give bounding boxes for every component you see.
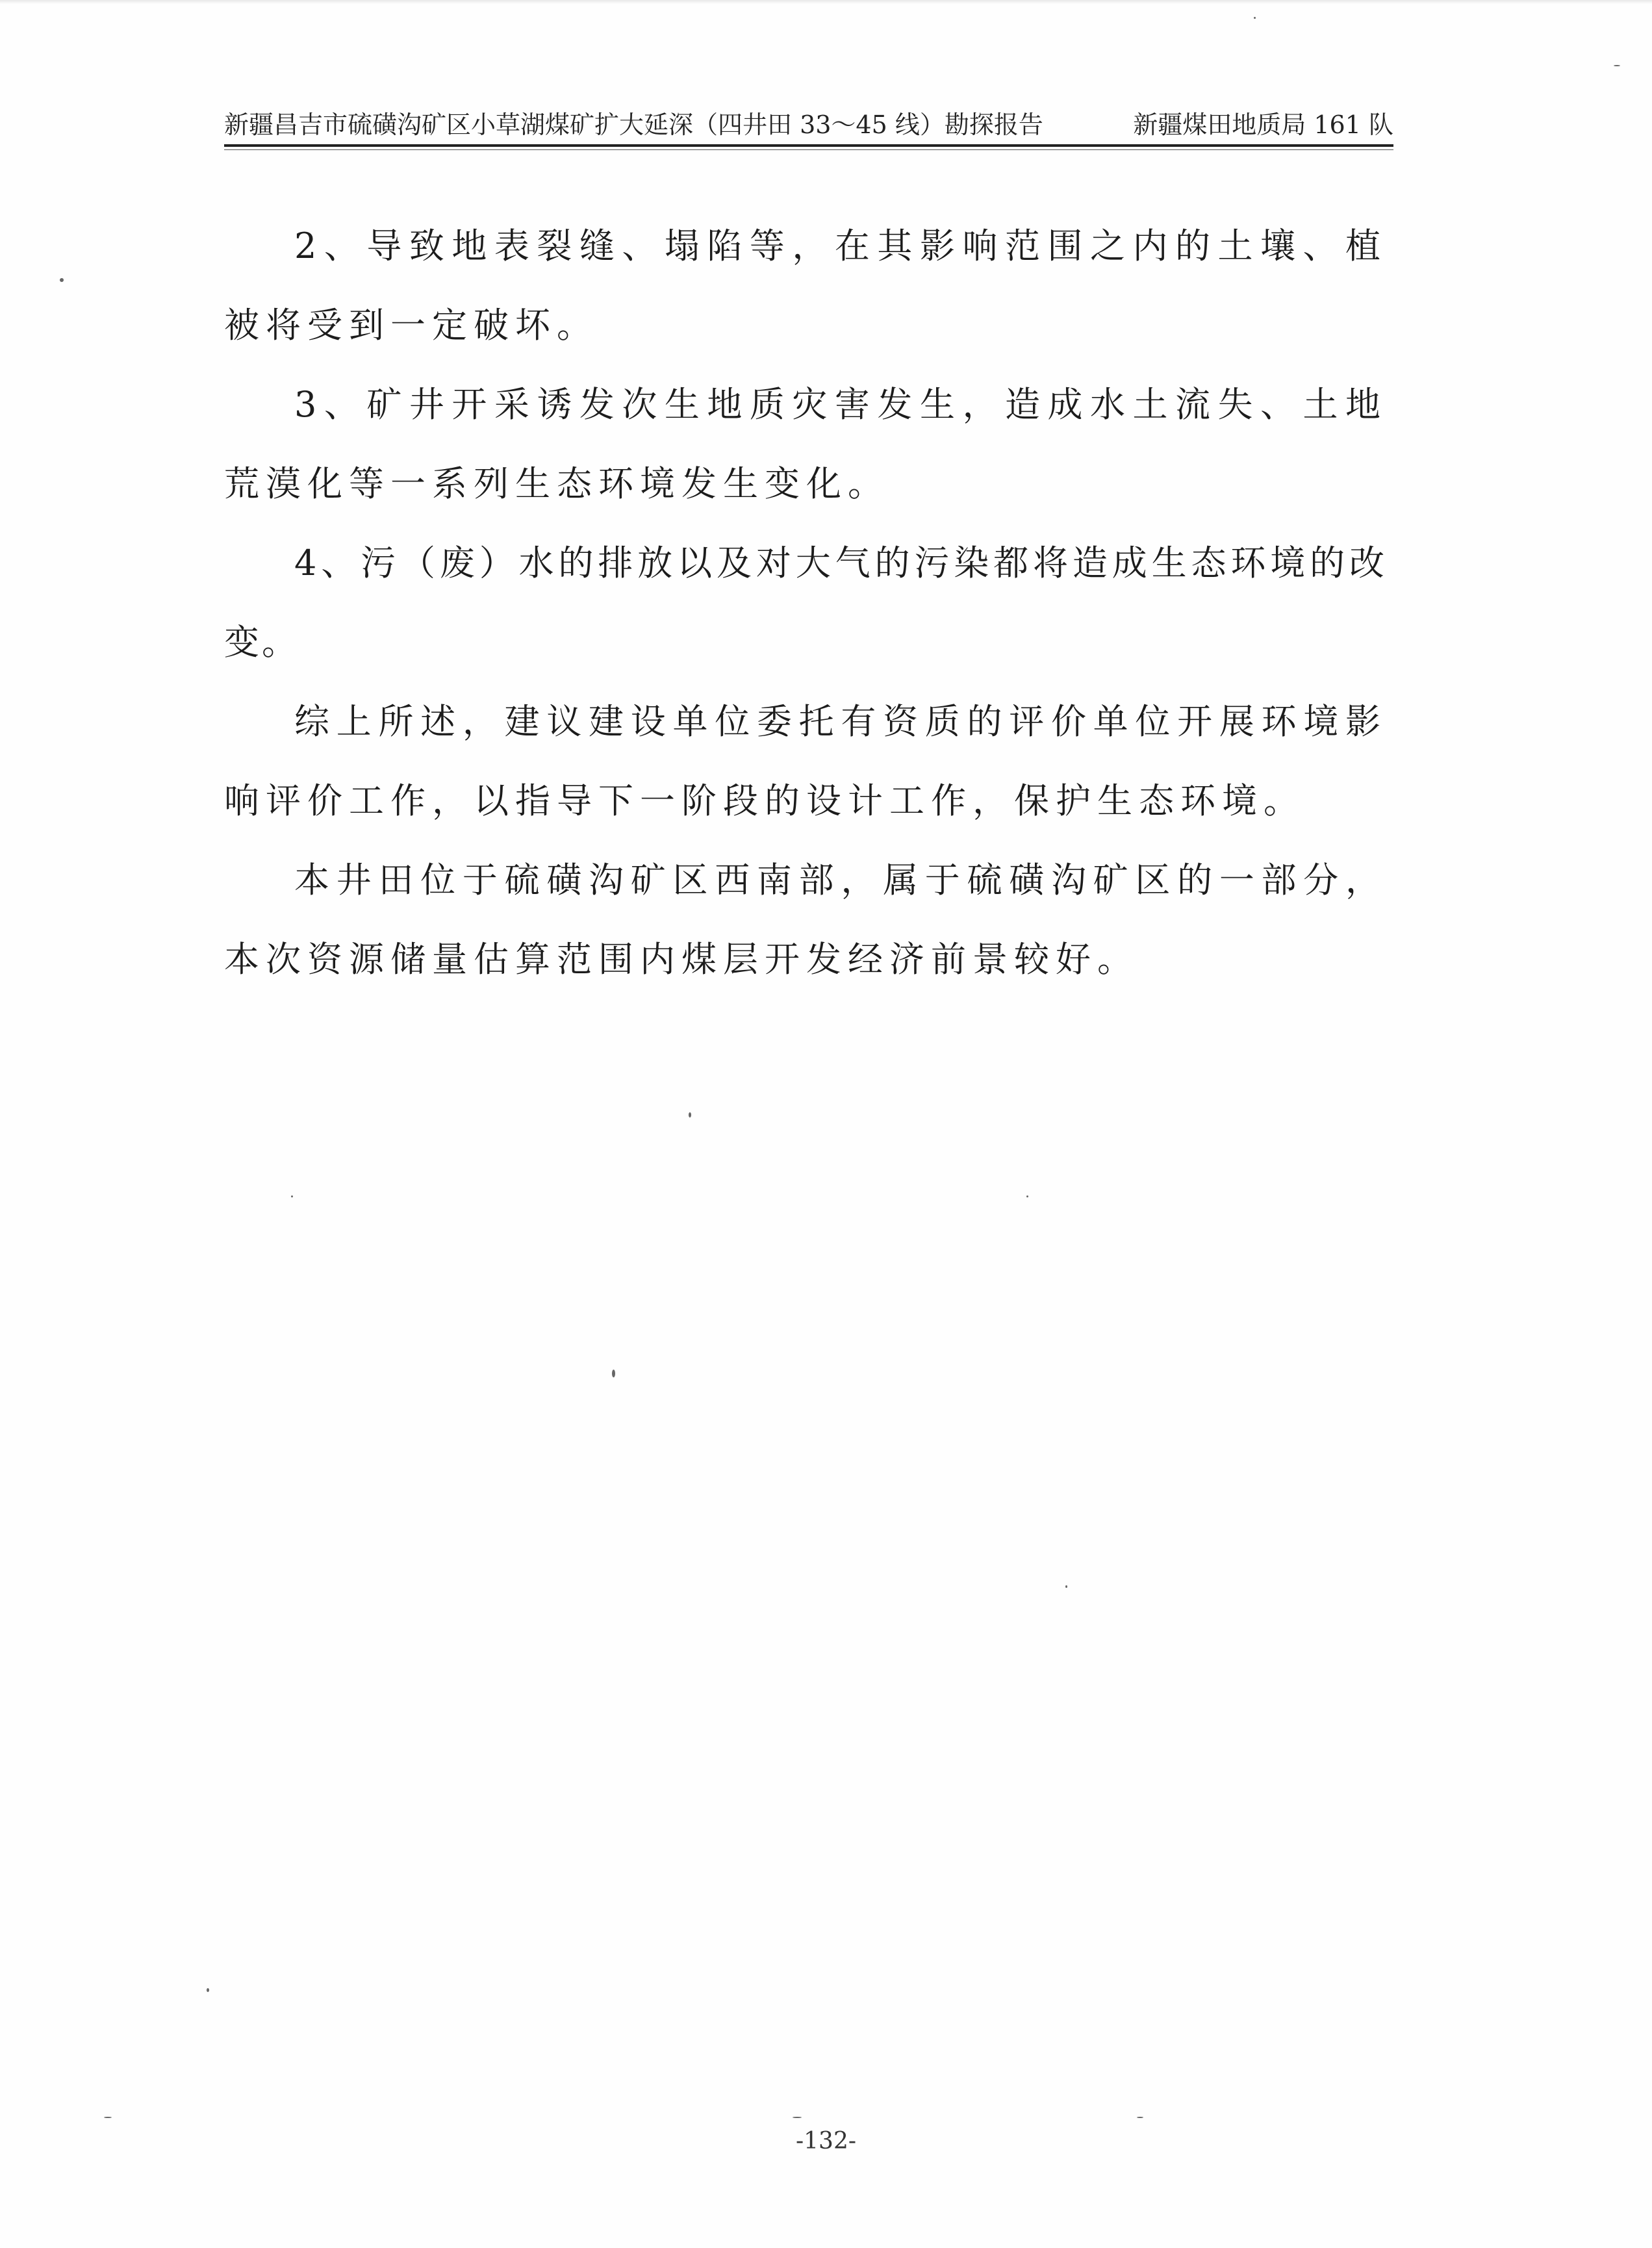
scan-speck	[793, 2117, 802, 2118]
scan-speck	[1065, 1585, 1067, 1588]
page-number: -132-	[795, 2128, 857, 2154]
paragraph-item-3: 3、矿井开采诱发次生地质灾害发生，造成水土流失、土地荒漠化等一系列生态环境发生变化。	[224, 384, 1387, 504]
scan-speck	[1137, 2117, 1143, 2118]
scan-speck	[1026, 1195, 1028, 1197]
header-organization: 新疆煤田地质局 161 队	[1133, 110, 1393, 139]
header-rule	[224, 144, 1393, 147]
header-report-title: 新疆昌吉市硫磺沟矿区小草湖煤矿扩大延深（四井田 33～45 线）勘探报告	[224, 110, 1043, 139]
header-rule-thin	[224, 149, 1393, 150]
paragraph-conclusion: 本井田位于硫磺沟矿区西南部，属于硫磺沟矿区的一部分，本次资源储量估算范围内煤层开发经济前景较好。	[224, 860, 1387, 980]
scan-edge	[0, 0, 1652, 4]
scan-speck	[689, 1112, 691, 1118]
scan-speck	[612, 1370, 615, 1377]
paragraph-summary: 综上所述，建议建设单位委托有资质的评价单位开展环境影响评价工作，以指导下一阶段的设计工作，保护生态环境。	[224, 701, 1387, 821]
scan-speck	[1254, 17, 1256, 19]
paragraph-item-4: 4、污（废）水的排放以及对大气的污染都将造成生态环境的改变。	[224, 543, 1387, 663]
scan-speck	[207, 1988, 209, 1992]
scan-speck	[60, 278, 64, 282]
scan-speck	[291, 1195, 293, 1197]
body-text	[224, 207, 1387, 999]
running-header	[224, 105, 1393, 144]
paragraph-item-2: 2、导致地表裂缝、塌陷等，在其影响范围之内的土壤、植被将受到一定破坏。	[224, 225, 1387, 346]
scan-speck	[104, 2117, 112, 2118]
scan-speck	[1614, 65, 1620, 66]
